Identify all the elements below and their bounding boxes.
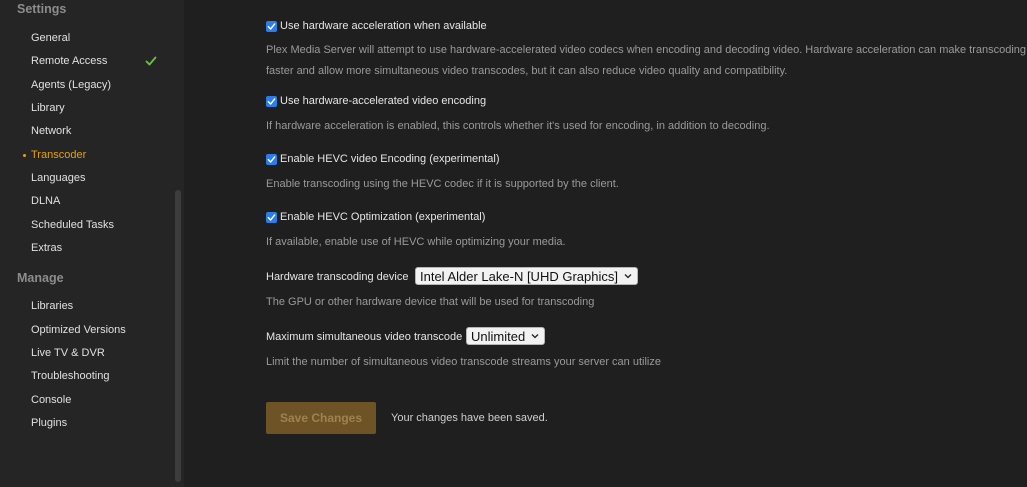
hw-encoding-label: Use hardware-accelerated video encoding bbox=[280, 95, 487, 107]
checkbox-check-icon bbox=[267, 155, 276, 164]
hw-acceleration-setting[interactable] bbox=[266, 20, 487, 32]
max-transcode-value: Unlimited bbox=[471, 328, 526, 344]
hw-encoding-setting[interactable] bbox=[266, 95, 486, 107]
hevc-encoding-label: Enable HEVC video Encoding (experimental) bbox=[280, 153, 500, 165]
sidebar-item-console[interactable]: Console bbox=[31, 394, 72, 406]
active-indicator-dot bbox=[23, 154, 26, 157]
sidebar-item-library[interactable]: Library bbox=[31, 102, 65, 114]
sidebar-item-dlna[interactable]: DLNA bbox=[31, 195, 61, 207]
checkbox-check-icon bbox=[267, 97, 276, 106]
sidebar-item-optimized-versions[interactable]: Optimized Versions bbox=[31, 324, 126, 336]
manage-section-title: Manage bbox=[17, 271, 64, 285]
hevc-optimization-description: If available, enable use of HEVC while optimizing your media. bbox=[266, 236, 566, 248]
max-transcode-description: Limit the number of simultaneous video transcode streams your server can utilize bbox=[266, 356, 661, 368]
hevc-optimization-checkbox[interactable] bbox=[266, 212, 277, 223]
sidebar-item-agents[interactable]: Agents (Legacy) bbox=[31, 79, 112, 91]
sidebar-item-libraries[interactable]: Libraries bbox=[31, 300, 74, 312]
chevron-down-icon bbox=[624, 272, 632, 280]
transcoding-device-description: The GPU or other hardware device that will be used for transcoding bbox=[266, 296, 595, 308]
hevc-encoding-description: Enable transcoding using the HEVC codec if it is supported by the client. bbox=[266, 178, 619, 190]
hw-acceleration-description bbox=[266, 40, 1027, 82]
max-transcode-label: Maximum simultaneous video transcode bbox=[266, 331, 463, 343]
chevron-down-icon bbox=[531, 332, 539, 340]
hevc-optimization-label: Enable HEVC Optimization (experimental) bbox=[280, 211, 486, 223]
sidebar-item-live-tv-dvr[interactable]: Live TV & DVR bbox=[31, 347, 105, 359]
hevc-optimization-setting[interactable] bbox=[266, 211, 485, 223]
sidebar-item-troubleshooting[interactable]: Troubleshooting bbox=[31, 370, 110, 382]
sidebar-item-transcoder[interactable]: Transcoder bbox=[31, 149, 87, 161]
hw-encoding-checkbox[interactable] bbox=[266, 96, 277, 107]
sidebar-item-general[interactable]: General bbox=[31, 32, 71, 44]
settings-section-title: Settings bbox=[17, 2, 67, 16]
sidebar-scrollbar[interactable] bbox=[175, 190, 181, 482]
sidebar-item-languages[interactable]: Languages bbox=[31, 172, 86, 184]
checkbox-check-icon bbox=[267, 22, 276, 31]
sidebar-item-remote-access[interactable]: Remote Access bbox=[31, 55, 108, 67]
hw-encoding-description: If hardware acceleration is enabled, this controls whether it's used for encoding, in addition to decoding. bbox=[266, 120, 770, 132]
transcoding-device-label: Hardware transcoding device bbox=[266, 271, 409, 283]
transcoding-device-value: Intel Alder Lake-N [UHD Graphics] bbox=[420, 268, 618, 284]
transcoding-device-select[interactable] bbox=[415, 267, 638, 285]
hw-acceleration-description-line1: Plex Media Server will attempt to use hardware-accelerated video codecs when encoding and decoding video. Hardware acceleration can make transcoding bbox=[266, 44, 1027, 56]
sidebar-item-plugins[interactable]: Plugins bbox=[31, 417, 68, 429]
save-status-message: Your changes have been saved. bbox=[391, 412, 548, 424]
hw-acceleration-checkbox[interactable] bbox=[266, 21, 277, 32]
sidebar-item-extras[interactable]: Extras bbox=[31, 242, 63, 254]
transcoder-settings-panel bbox=[184, 0, 1027, 487]
checkmark-icon bbox=[145, 55, 157, 67]
save-changes-button[interactable]: Save Changes bbox=[266, 402, 376, 434]
hw-acceleration-description-line2: faster and allow more simultaneous video transcodes, but it can also reduce video quality and compatibility. bbox=[266, 65, 788, 77]
hevc-encoding-setting[interactable] bbox=[266, 153, 500, 165]
max-transcode-select[interactable] bbox=[466, 327, 545, 345]
sidebar bbox=[0, 0, 184, 487]
hevc-encoding-checkbox[interactable] bbox=[266, 154, 277, 165]
sidebar-item-scheduled-tasks[interactable]: Scheduled Tasks bbox=[31, 219, 114, 231]
hw-acceleration-label: Use hardware acceleration when available bbox=[280, 20, 487, 32]
checkbox-check-icon bbox=[267, 213, 276, 222]
sidebar-item-network[interactable]: Network bbox=[31, 125, 72, 137]
